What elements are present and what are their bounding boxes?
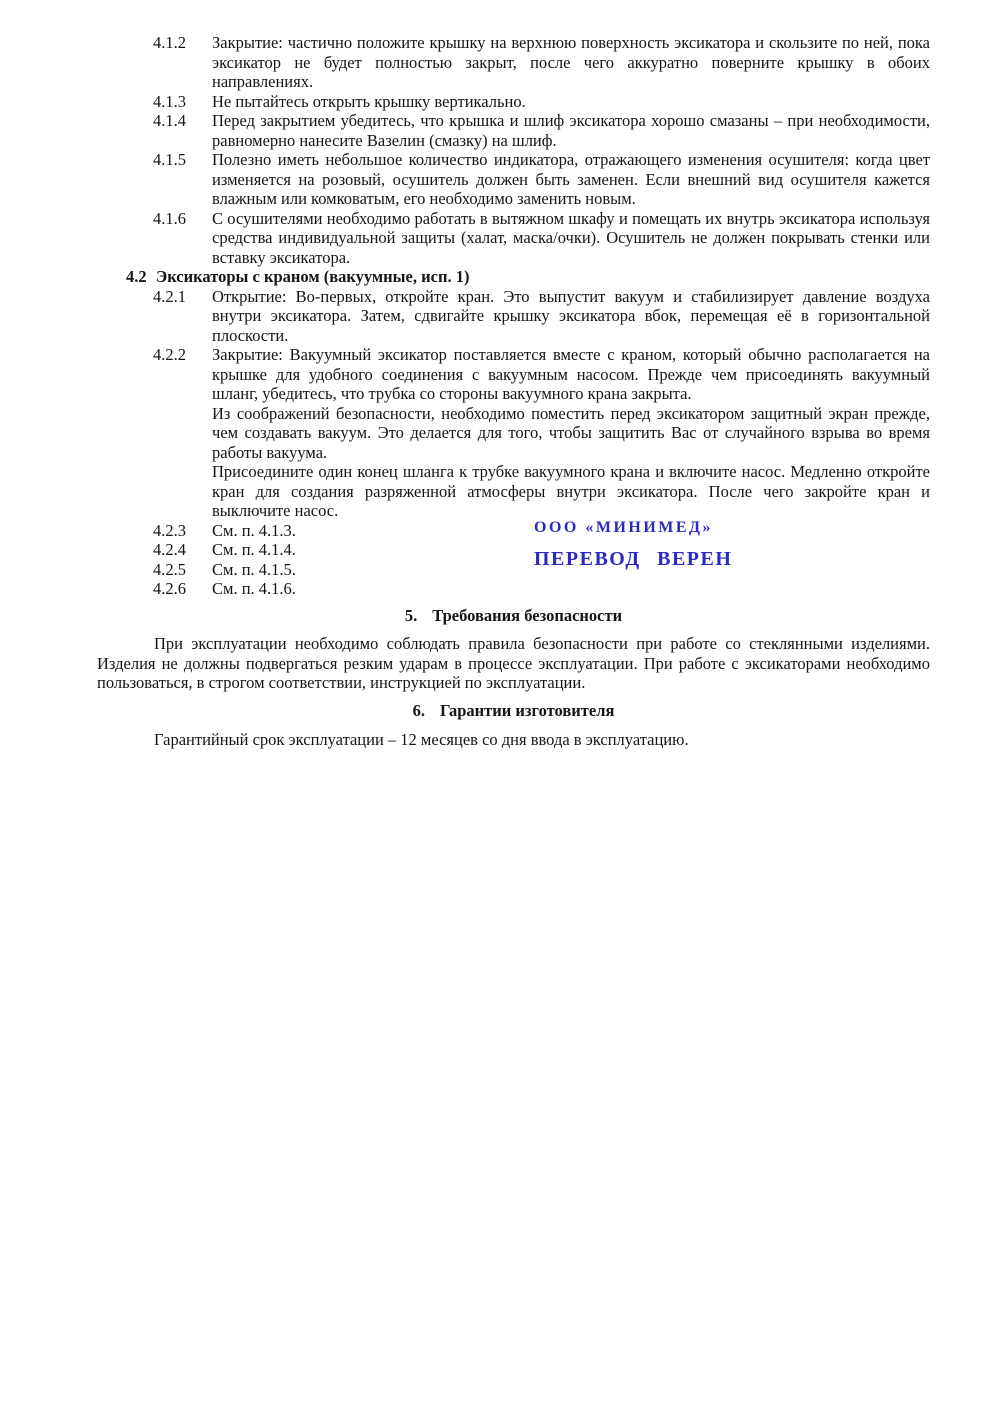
clause-paragraph: Закрытие: Вакуумный эксикатор поставляется вместе с краном, который обычно располагается на крышке для удобного соединения с вакуумным насосом. Прежде чем присоединять вакуумный шланг, убедитесь, что трубка со стороны вакуумного крана закрыта. bbox=[212, 345, 930, 403]
section-number: 6. bbox=[412, 700, 425, 720]
clause-number: 4.1.2 bbox=[153, 33, 186, 52]
clause-text: Полезно иметь небольшое количество индикатора, отражающего изменения осушителя: когда цвет изменяется на розовый, осушитель должен быть заменен. Если внешний вид осушителя кажется влажным или комковатым, его необходимо заменить новым. bbox=[212, 150, 930, 208]
clause-number: 4.2.1 bbox=[153, 286, 186, 306]
clause-text: Открытие: Во-первых, откройте кран. Это выпустит вакуум и стабилизирует давление воздуха внутри эксикатора. Затем, сдвигайте крышку эксикатора вбок, перемещая её в горизонтальной плоскости. bbox=[212, 286, 930, 345]
clause-number: 4.1.5 bbox=[153, 150, 186, 169]
translator-stamp bbox=[534, 518, 733, 570]
clause-text: См. п. 4.1.3. bbox=[212, 520, 296, 540]
clause-4-1-5 bbox=[153, 150, 930, 209]
clause-4-2-1 bbox=[153, 287, 930, 346]
section-6-paragraph: Гарантийный срок эксплуатации – 12 месяцев со дня ввода в эксплуатацию. bbox=[154, 730, 689, 749]
clause-text: Перед закрытием убедитесь, что крышка и шлиф эксикатора хорошо смазаны – при необходимости, равномерно нанесите Вазелин (смазку) на шлиф. bbox=[212, 111, 930, 150]
section-title: Гарантии изготовителя bbox=[439, 700, 615, 720]
clause-text: См. п. 4.1.6. bbox=[212, 579, 296, 598]
clause-number: 4.1.6 bbox=[153, 208, 186, 228]
clause-number: 4.2.2 bbox=[153, 345, 186, 364]
clause-4-1-4 bbox=[153, 111, 930, 150]
clause-number: 4.2.5 bbox=[153, 559, 186, 579]
clause-4-2-6 bbox=[153, 579, 930, 599]
section-number: 5. bbox=[404, 605, 418, 625]
clause-number: 4.1.4 bbox=[153, 111, 186, 130]
heading-4-2 bbox=[126, 267, 930, 287]
clause-text: Не пытайтесь открыть крышку вертикально. bbox=[212, 91, 526, 111]
stamp-company-line: ООО «МИНИМЕД» bbox=[534, 519, 714, 536]
heading-title: Эксикаторы с краном (вакуумные, исп. 1) bbox=[156, 267, 470, 286]
clause-number: 4.2.6 bbox=[153, 579, 186, 598]
clause-number: 4.1.3 bbox=[153, 91, 186, 111]
clause-text: См. п. 4.1.4. bbox=[212, 540, 296, 559]
clause-number: 4.2.4 bbox=[153, 540, 186, 559]
clause-paragraph: Присоедините один конец шланга к трубке вакуумного крана и включите насос. Медленно откройте кран для создания разряженной атмосферы внутри эксикатора. После чего закройте кран и выключите насос. bbox=[212, 462, 930, 520]
section-5-paragraph: При эксплуатации необходимо соблюдать правила безопасности при работе со стеклянными изделиями. Изделия не должны подвергаться резким ударам в процессе эксплуатации. При работе с эксикаторами необходимо пользоваться, в строгом соответствии, инструкцией по эксплуатации. bbox=[97, 634, 930, 692]
clause-text: См. п. 4.1.5. bbox=[212, 559, 296, 579]
clause-paragraph: Из соображений безопасности, необходимо поместить перед эксикатором защитный экран прежде, чем создавать вакуум. Это делается для того, чтобы защитить Вас от случайного взрыва во время работы вакуума. bbox=[212, 403, 930, 462]
clause-number: 4.2.3 bbox=[153, 520, 186, 540]
clause-text bbox=[212, 345, 930, 521]
clause-4-1-3 bbox=[153, 92, 930, 112]
clause-4-1-6 bbox=[153, 209, 930, 268]
clause-text: Закрытие: частично положите крышку на верхнюю поверхность эксикатора и скользите по ней, пока эксикатор не будет полностью закрыт, после чего аккуратно поверните крышку в обоих направлениях. bbox=[212, 33, 930, 91]
section-5-heading bbox=[97, 606, 930, 626]
clause-4-2-2 bbox=[153, 345, 930, 521]
heading-number: 4.2 bbox=[126, 267, 147, 286]
stamp-translation-line: ПЕРЕВОД ВЕРЕН bbox=[534, 548, 733, 570]
section-6-heading bbox=[97, 701, 930, 721]
clause-text: С осушителями необходимо работать в вытяжном шкафу и помещать их внутрь эксикатора используя средства индивидуальной защиты (халат, маска/очки). Осушитель не должен покрывать стенки или вставку эксикатора. bbox=[212, 208, 930, 267]
section-title: Требования безопасности bbox=[432, 605, 623, 625]
clause-4-1-2 bbox=[153, 33, 930, 92]
